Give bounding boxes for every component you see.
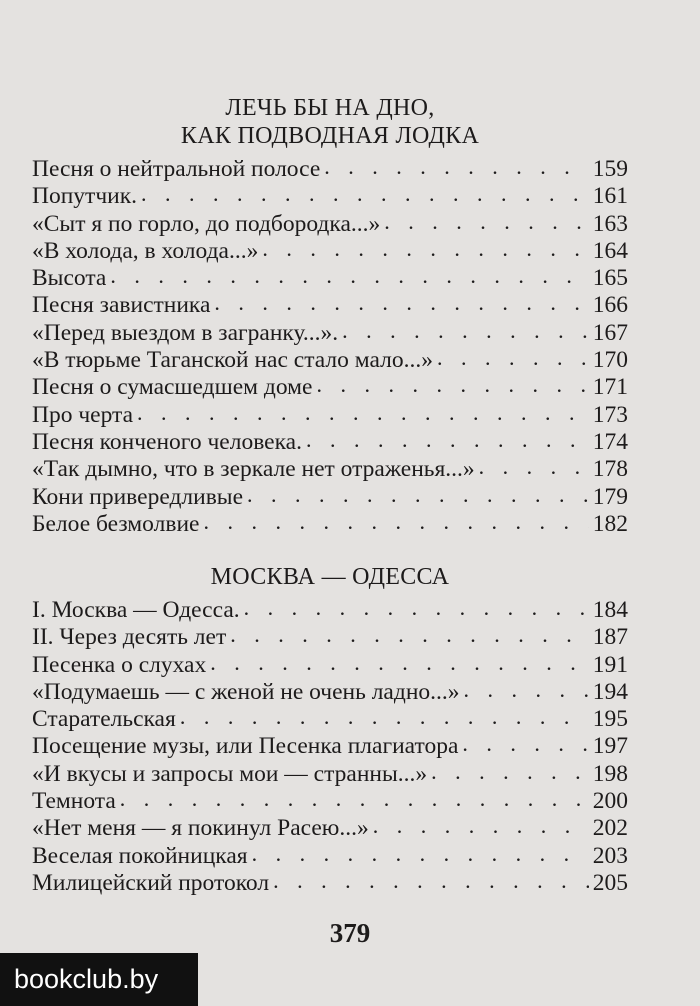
toc-entry-title: Песня завистника bbox=[32, 292, 211, 319]
toc-entry-page: 203 bbox=[592, 842, 628, 869]
dot-leader bbox=[373, 813, 589, 839]
toc-entry-page: 161 bbox=[592, 183, 628, 210]
toc-entry bbox=[32, 733, 628, 760]
toc-entry-title: Темнота bbox=[32, 788, 116, 815]
toc-entry bbox=[32, 624, 628, 651]
toc-entry-page: 164 bbox=[592, 237, 628, 264]
toc-entry-page: 184 bbox=[592, 597, 628, 623]
toc-entry-page: 167 bbox=[592, 319, 628, 346]
section-title-1 bbox=[32, 94, 628, 150]
dot-leader bbox=[180, 704, 589, 730]
dot-leader bbox=[306, 427, 589, 453]
toc-entry bbox=[32, 815, 628, 842]
site-watermark: bookclub.by bbox=[0, 953, 198, 1006]
section-title-2 bbox=[32, 563, 628, 591]
dot-leader bbox=[324, 154, 588, 180]
page-number: 379 bbox=[329, 918, 371, 948]
toc-entry bbox=[32, 761, 628, 788]
dot-leader bbox=[316, 372, 588, 398]
toc-entry-title: Песня о сумасшедшем доме bbox=[32, 374, 313, 401]
toc-entry-page: 165 bbox=[592, 265, 628, 292]
toc-entry-title: I. Москва — Одесса. bbox=[32, 597, 240, 623]
toc-entry-page: 198 bbox=[592, 760, 628, 787]
toc-entry-page: 200 bbox=[592, 788, 628, 815]
toc-entry-title: «Так дымно, что в зеркале нет отраженья...» bbox=[32, 456, 475, 483]
toc-entry-page: 163 bbox=[592, 210, 628, 237]
toc-entry-page: 174 bbox=[592, 428, 628, 455]
toc-entry-title: Старательская bbox=[32, 706, 176, 733]
toc-entry-title: Песня конченого человека. bbox=[32, 428, 302, 455]
toc-entry-page: 194 bbox=[592, 678, 628, 705]
section-title-line: КАК ПОДВОДНАЯ ЛОДКА bbox=[180, 123, 480, 149]
toc-entry-page: 171 bbox=[592, 374, 628, 401]
toc-entry-title: Посещение музы, или Песенка плагиатора bbox=[32, 733, 459, 760]
dot-leader bbox=[110, 263, 588, 289]
dot-leader bbox=[479, 454, 589, 480]
toc-entry-title: «В тюрьме Таганской нас стало мало...» bbox=[32, 347, 433, 374]
toc-entry-title: «И вкусы и запросы мои — странны...» bbox=[32, 760, 428, 787]
toc-entry bbox=[32, 238, 628, 265]
dot-leader bbox=[203, 509, 588, 535]
toc-entry bbox=[32, 429, 628, 456]
toc-entry bbox=[32, 183, 628, 210]
toc-entry-title: Про черта bbox=[32, 401, 134, 428]
dot-leader bbox=[262, 236, 588, 262]
dot-leader bbox=[137, 400, 589, 426]
toc-entry-page: 166 bbox=[592, 292, 628, 319]
toc-entry-page: 205 bbox=[592, 869, 628, 896]
toc-entry-title: Белое безмолвие bbox=[32, 510, 200, 537]
toc-entry bbox=[32, 870, 628, 897]
dot-leader bbox=[210, 650, 589, 676]
toc-entry bbox=[32, 843, 628, 870]
toc-entry-page: 191 bbox=[592, 651, 628, 678]
toc-entry-page: 173 bbox=[592, 401, 628, 428]
toc-entry-title: Песня о нейтральной полосе bbox=[32, 156, 321, 182]
dot-leader bbox=[437, 345, 589, 371]
section-title-line: МОСКВА — ОДЕССА bbox=[210, 564, 450, 590]
dot-leader bbox=[273, 868, 589, 894]
toc-entry bbox=[32, 652, 628, 679]
toc-entry bbox=[32, 788, 628, 815]
toc-entry-title: «Сыт я по горло, до подбородка...» bbox=[32, 210, 381, 237]
toc-entry bbox=[32, 347, 628, 374]
toc-entry bbox=[32, 706, 628, 733]
toc-entry bbox=[32, 402, 628, 429]
toc-entry-page: 195 bbox=[592, 706, 628, 733]
toc-entry-title: Кони привередливые bbox=[32, 483, 244, 510]
toc-entry bbox=[32, 511, 628, 538]
toc-entry bbox=[32, 484, 628, 511]
toc-entry-title: Высота bbox=[32, 265, 107, 292]
toc-entry-title: Милицейский протокол bbox=[32, 869, 270, 896]
toc-entry-title: «В холода, в холода...» bbox=[32, 237, 259, 264]
toc-entry-page: 182 bbox=[592, 510, 628, 537]
toc-list-1 bbox=[32, 156, 628, 538]
toc-entry bbox=[32, 265, 628, 292]
dot-leader bbox=[462, 731, 588, 757]
dot-leader bbox=[464, 677, 589, 703]
toc-entry bbox=[32, 320, 628, 347]
toc-entry-page: 202 bbox=[592, 815, 628, 842]
toc-entry-title: «Нет меня — я покинул Расею...» bbox=[32, 815, 369, 842]
toc-entry-page: 187 bbox=[592, 624, 628, 651]
section-title-line: ЛЕЧЬ БЫ НА ДНО, bbox=[225, 95, 435, 121]
dot-leader bbox=[120, 786, 589, 812]
dot-leader bbox=[247, 482, 589, 508]
toc-entry bbox=[32, 374, 628, 401]
toc-entry-title: «Подумаешь — с женой не очень ладно...» bbox=[32, 678, 460, 705]
toc-entry-page: 179 bbox=[592, 483, 628, 510]
toc-entry bbox=[32, 156, 628, 183]
toc-entry-title: «Перед выездом в загранку...». bbox=[32, 319, 339, 346]
toc-entry bbox=[32, 456, 628, 483]
toc-entry-page: 197 bbox=[592, 733, 628, 760]
dot-leader bbox=[384, 209, 588, 235]
dot-leader bbox=[244, 595, 589, 621]
toc-list-2 bbox=[32, 597, 628, 897]
toc-entry bbox=[32, 292, 628, 319]
dot-leader bbox=[214, 290, 588, 316]
toc-entry-title: II. Через десять лет bbox=[32, 624, 227, 651]
toc-entry bbox=[32, 597, 628, 624]
toc-entry-title: Попутчик. bbox=[32, 183, 138, 210]
dot-leader bbox=[342, 318, 589, 344]
toc-entry-page: 178 bbox=[592, 456, 628, 483]
dot-leader bbox=[431, 759, 589, 785]
dot-leader bbox=[252, 841, 589, 867]
dot-leader bbox=[141, 181, 589, 207]
toc-entry bbox=[32, 679, 628, 706]
toc-entry-title: Песенка о слухах bbox=[32, 651, 207, 678]
toc-entry-title: Веселая покойницкая bbox=[32, 842, 248, 869]
toc-entry-page: 170 bbox=[592, 347, 628, 374]
toc-entry-page: 159 bbox=[592, 156, 628, 182]
toc-entry bbox=[32, 211, 628, 238]
dot-leader bbox=[230, 622, 589, 648]
